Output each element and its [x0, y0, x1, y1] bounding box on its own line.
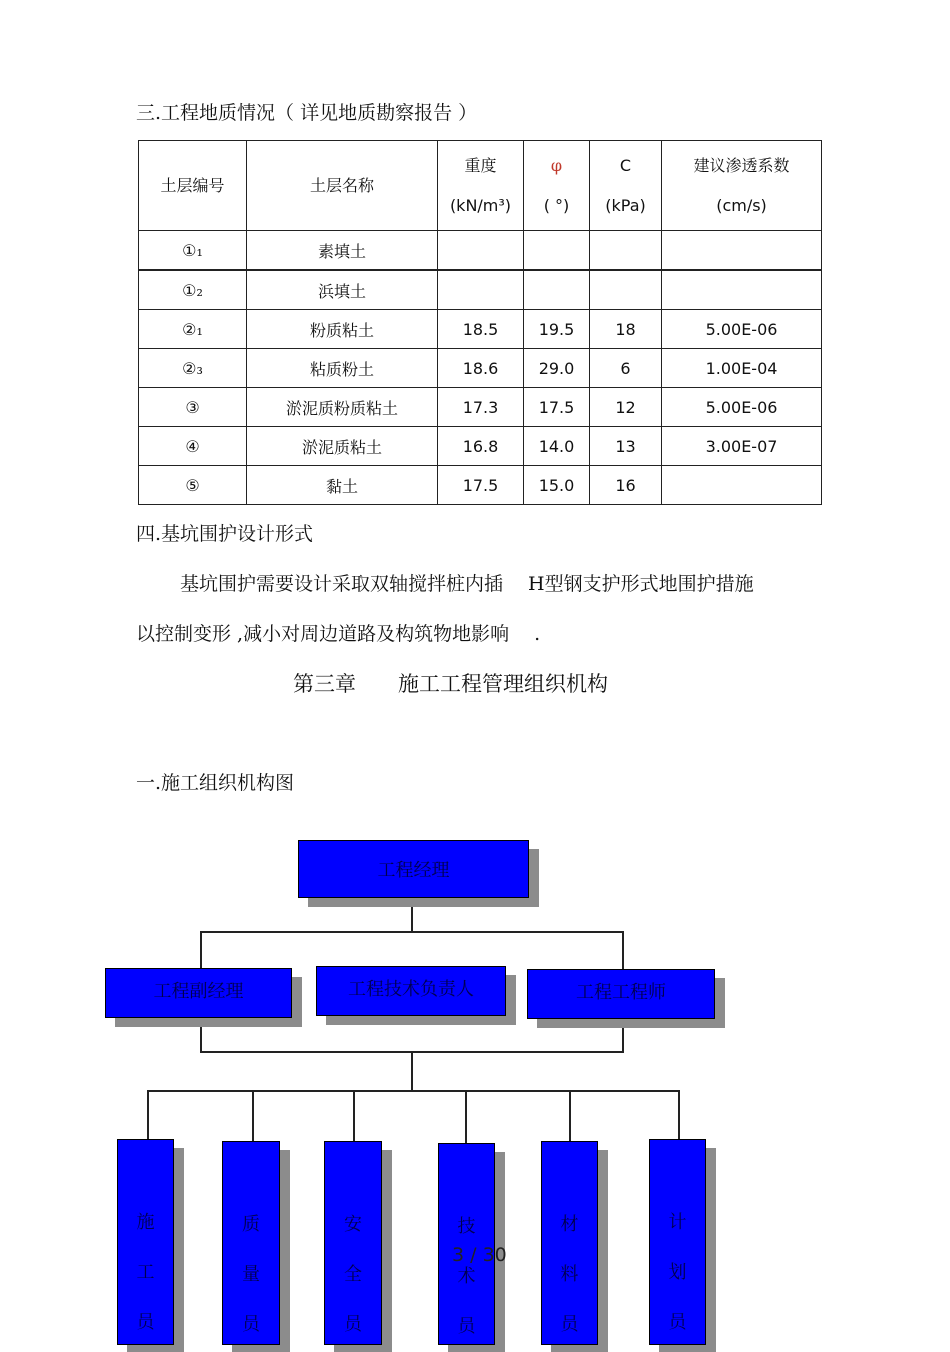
cell-phi: [524, 270, 590, 310]
cell-layer-name: 粘质粉土: [247, 349, 438, 388]
org-box-char: 员: [344, 1314, 362, 1335]
table-row: [139, 270, 822, 310]
cell-layer-name: 黏土: [247, 466, 438, 505]
cell-layer-no: ⑤: [139, 466, 247, 505]
cell-permeability: [662, 231, 822, 271]
header-phi: [524, 141, 590, 231]
connector-line: [200, 931, 202, 971]
connector-line: [678, 1090, 680, 1140]
cell-c: 13: [590, 427, 662, 466]
table-row: [139, 388, 822, 427]
org-box-engineer: [527, 969, 715, 1019]
cell-layer-no: ①₁: [139, 231, 247, 271]
header-layer-name: [247, 141, 438, 231]
org-box-char: 划: [668, 1262, 687, 1283]
cell-permeability: 5.00E-06: [662, 388, 822, 427]
cell-permeability: 1.00E-04: [662, 349, 822, 388]
cell-permeability: [662, 270, 822, 310]
header-text: 重度: [464, 155, 497, 175]
cell-layer-no: ①₂: [139, 270, 247, 310]
page-number: 3 / 30: [452, 1244, 507, 1266]
org-box-technical-lead: [316, 966, 506, 1016]
org-box-materials-staff: [541, 1141, 598, 1345]
cell-weight: 17.5: [438, 466, 524, 505]
connector-line: [622, 931, 624, 971]
connector-line: [465, 1090, 467, 1144]
header-text: φ: [550, 155, 563, 175]
org-box-project-manager: [298, 840, 529, 898]
header-unit: (kPa): [605, 195, 646, 215]
cell-layer-name: 素填土: [247, 231, 438, 271]
chapter-3-title: 第三章 施工工程管理组织机构: [293, 672, 608, 696]
table-row: [139, 349, 822, 388]
org-box-label: 工程工程师: [576, 982, 666, 1003]
connector-line: [569, 1090, 571, 1142]
table-row: [139, 427, 822, 466]
cell-layer-name: 淤泥质粉质粘土: [247, 388, 438, 427]
cell-layer-no: ②₁: [139, 310, 247, 349]
cell-permeability: 5.00E-06: [662, 310, 822, 349]
org-box-char: 术: [457, 1266, 476, 1287]
connector-line: [147, 1090, 680, 1092]
cell-layer-no: ②₃: [139, 349, 247, 388]
cell-weight: 18.6: [438, 349, 524, 388]
org-box-char: 安: [344, 1214, 362, 1235]
table-row: [139, 466, 822, 505]
soil-properties-table: [138, 140, 822, 505]
section-3-heading: 三.工程地质情况（ 详见地质勘察报告 ）: [136, 102, 478, 124]
section-4-paragraph-line-2: 以控制变形 ,减小对周边道路及构筑物地影响 .: [136, 623, 541, 645]
org-box-label: 工程副经理: [153, 981, 244, 1002]
section-1-heading: 一.施工组织机构图: [136, 772, 295, 794]
org-box-char: 员: [136, 1312, 155, 1333]
header-unit: (kN/m³): [449, 195, 512, 215]
org-box-construction-staff: [117, 1139, 174, 1345]
org-box-char: 施: [136, 1212, 155, 1233]
connector-line: [411, 898, 413, 932]
org-box-char: 计: [668, 1212, 687, 1233]
connector-line: [147, 1090, 149, 1140]
cell-layer-no: ④: [139, 427, 247, 466]
cell-c: 16: [590, 466, 662, 505]
org-box-label: 工程经理: [377, 860, 450, 881]
cell-weight: 18.5: [438, 310, 524, 349]
header-text: 土层名称: [309, 175, 374, 195]
cell-layer-name: 粉质粘土: [247, 310, 438, 349]
org-box-deputy-manager: [105, 968, 292, 1018]
connector-line: [622, 1018, 624, 1052]
header-permeability: [662, 141, 822, 231]
cell-phi: 19.5: [524, 310, 590, 349]
cell-phi: 29.0: [524, 349, 590, 388]
table-row: [139, 231, 822, 271]
header-text: C: [619, 155, 632, 175]
org-box-char: 员: [242, 1314, 260, 1335]
cell-c: 12: [590, 388, 662, 427]
connector-line: [411, 1051, 413, 1091]
connector-line: [353, 1090, 355, 1142]
header-c: [590, 141, 662, 231]
table-row: [139, 310, 822, 349]
header-unit: ( °): [543, 195, 570, 215]
cell-c: 6: [590, 349, 662, 388]
connector-line: [200, 1018, 202, 1052]
section-4-paragraph-line-1: 基坑围护需要设计采取双轴搅拌桩内插 H型钢支护形式地围护措施: [180, 573, 754, 595]
org-box-char: 料: [560, 1264, 579, 1285]
cell-phi: 15.0: [524, 466, 590, 505]
cell-permeability: 3.00E-07: [662, 427, 822, 466]
header-text: 建议渗透系数: [693, 155, 790, 175]
org-box-char: 员: [560, 1314, 579, 1335]
cell-layer-name: 淤泥质粘土: [247, 427, 438, 466]
cell-weight: [438, 270, 524, 310]
connector-line: [252, 1090, 254, 1142]
connector-line: [200, 931, 624, 933]
org-box-char: 技: [457, 1216, 476, 1237]
header-layer-no: [139, 141, 247, 231]
header-weight: [438, 141, 524, 231]
org-box-planning-staff: [649, 1139, 706, 1345]
org-box-char: 材: [560, 1214, 579, 1235]
cell-weight: 16.8: [438, 427, 524, 466]
cell-weight: 17.3: [438, 388, 524, 427]
org-box-char: 量: [242, 1264, 260, 1285]
cell-phi: [524, 231, 590, 271]
cell-weight: [438, 231, 524, 271]
org-box-char: 工: [136, 1262, 155, 1283]
header-unit: (cm/s): [716, 195, 767, 215]
header-text: 土层编号: [160, 175, 225, 195]
table-header-row: [139, 141, 822, 231]
cell-layer-no: ③: [139, 388, 247, 427]
org-box-label: 工程技术负责人: [348, 979, 474, 1000]
cell-c: [590, 231, 662, 271]
org-box-safety-staff: [324, 1141, 382, 1345]
cell-phi: 17.5: [524, 388, 590, 427]
section-4-heading: 四.基坑围护设计形式: [136, 523, 314, 545]
org-box-char: 质: [242, 1214, 260, 1235]
org-box-char: 员: [668, 1312, 687, 1333]
org-box-char: 员: [457, 1316, 476, 1337]
cell-permeability: [662, 466, 822, 505]
cell-c: 18: [590, 310, 662, 349]
cell-layer-name: 浜填土: [247, 270, 438, 310]
org-box-char: 全: [344, 1264, 362, 1285]
org-box-quality-staff: [222, 1141, 280, 1345]
cell-phi: 14.0: [524, 427, 590, 466]
cell-c: [590, 270, 662, 310]
